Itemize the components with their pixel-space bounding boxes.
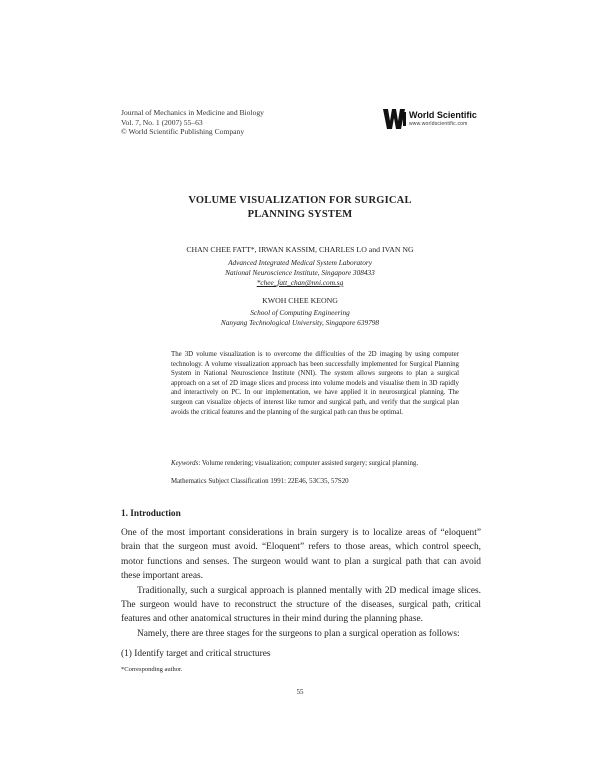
journal-volume: Vol. 7, No. 1 (2007) 55–63: [121, 117, 203, 127]
publisher-name: World Scientific: [409, 110, 477, 120]
affiliation-1-line-2: National Neuroscience Institute, Singapore 308433: [225, 268, 375, 277]
paragraph-2: Traditionally, such a surgical approach is planned mentally with 2D medical image slices. The surgeon would have to reconstruct the structure of the diseases, surgical path, critical features and other anatomical structures in their mind during the planning phase.: [121, 585, 481, 625]
email-link[interactable]: *chee_fatt_chan@nni.com.sg: [256, 278, 344, 287]
journal-header: [121, 108, 264, 137]
title-line-1: VOLUME VISUALIZATION FOR SURGICAL: [188, 195, 412, 206]
list-item-1: (1) Identify target and critical structures: [121, 649, 271, 660]
page-number: 55: [296, 688, 304, 696]
authors-primary: CHAN CHEE FATT*, IRWAN KASSIM, CHARLES LO and IVAN NG: [186, 245, 414, 254]
journal-copyright: © World Scientific Publishing Company: [121, 127, 245, 137]
authors-secondary: KWOH CHEE KEONG: [262, 296, 338, 305]
paragraph-1: One of the most important considerations in brain surgery is to localize areas of “eloquent” brain that the surgeon must avoid. “Eloquent” refers to those areas, which control speech, motor functions and senses. The surgeon would want to plan a surgical path that can avoid these important areas.: [121, 528, 481, 582]
author-email: [0, 278, 600, 288]
title-line-2: PLANNING SYSTEM: [247, 209, 353, 220]
keywords: [171, 460, 471, 467]
affiliation-2-line-2: Nanyang Technological University, Singapore 639798: [220, 318, 380, 327]
affiliation-1-line-1: Advanced Integrated Medical System Laboratory: [228, 258, 372, 267]
footnote: *Corresponding author.: [121, 666, 183, 673]
affiliation-2-line-1: School of Computing Engineering: [250, 308, 350, 317]
keywords-text: : Volume rendering; visualization; computer assisted surgery; surgical planning.: [198, 460, 419, 467]
abstract: The 3D volume visualization is to overcome the difficulties of the 2D imaging by using computer technology. A volume visualization approach has been successfully implemented for Surgical Planning System in National Neuroscience Institute (NNI). The system allows surgeons to plan a surgical approach on a set of 2D image slices and process into volume models and visualise them in 3D rapidly and interactively on PC. In our implementation, we have applied it in neurosurgical planning. The surgeon can visualize objects of interest like tumor and surgical path, and verify that the surgical plan avoids the critical features and the planning of the surgical path can thus be optimal.: [171, 351, 459, 416]
subject-classification: Mathematics Subject Classification 1991: 22E46, 53C35, 57S20: [171, 478, 349, 485]
journal-name: Journal of Mechanics in Medicine and Biology: [121, 108, 264, 117]
paper-title: [0, 194, 600, 222]
publisher-tagline: www.worldscientific.com: [409, 121, 468, 127]
keywords-label: Keywords: [171, 460, 199, 467]
section-body: [121, 526, 481, 662]
paragraph-3: Namely, there are three stages for the surgeons to plan a surgical operation as follows:: [137, 628, 460, 639]
section-heading: 1. Introduction: [121, 509, 181, 519]
